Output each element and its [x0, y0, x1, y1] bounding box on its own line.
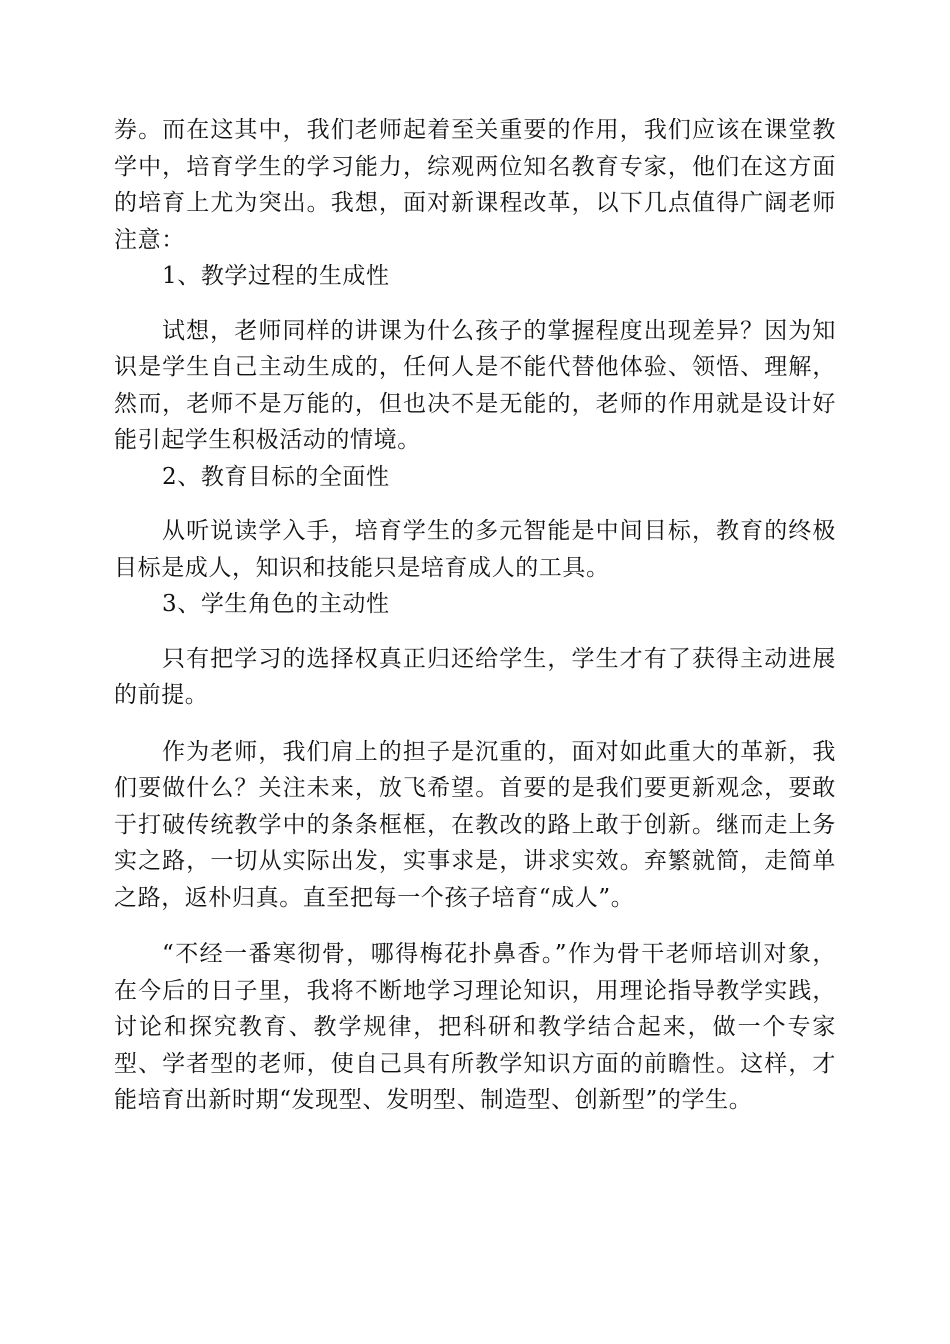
- paragraph-conclusion: “不经一番寒彻骨，哪得梅花扑鼻香。”作为骨干老师培训对象，在今后的日子里，我将不断地学习理论知识，用理论指导教学实践，讨论和探究教育、教学规律，把科研和教学结合起来，做一个专家型、学者型的老师，使自己具有所教学知识方面的前瞻性。这样，才能培育出新时期“发现型、发明型、制造型、创新型”的学生。: [114, 941, 836, 1113]
- paragraph-comprehensive-goals: 从听说读学入手，培育学生的多元智能是中间目标，教育的终极目标是成人，知识和技能只是培育成人的工具。: [114, 518, 836, 581]
- paragraph-intro: 券。而在这其中，我们老师起着至关重要的作用，我们应该在课堂教学中，培育学生的学习能力，综观两位知名教育专家，他们在这方面的培育上尤为突出。我想，面对新课程改革，以下几点值得广阔老师注意：: [114, 117, 836, 253]
- document-body: [114, 112, 836, 1119]
- paragraph-teacher-role: 作为老师，我们肩上的担子是沉重的，面对如此重大的革新，我们要做什么？关注未来，放飞希望。首要的是我们要更新观念，要敢于打破传统教学中的条条框框，在教改的路上敢于创新。继而走上务实之路，一切从实际出发，实事求是，讲求实效。弃繁就简，走简单之路，返朴归真。直至把每一个孩子培育“成人”。: [114, 738, 836, 911]
- heading-generative-process: 1、教学过程的生成性: [162, 263, 390, 289]
- paragraph-generative-process: 试想，老师同样的讲课为什么孩子的掌握程度出现差异？因为知识是学生自己主动生成的，任何人是不能代替他体验、领悟、理解，然而，老师不是万能的，但也决不是无能的，老师的作用就是设计好能引起学生积极活动的情境。: [114, 317, 836, 453]
- heading-student-initiative: 3、学生角色的主动性: [162, 591, 390, 617]
- heading-comprehensive-goals: 2、教育目标的全面性: [162, 463, 390, 490]
- paragraph-student-initiative: 只有把学习的选择权真正归还给学生，学生才有了获得主动进展的前提。: [114, 645, 836, 708]
